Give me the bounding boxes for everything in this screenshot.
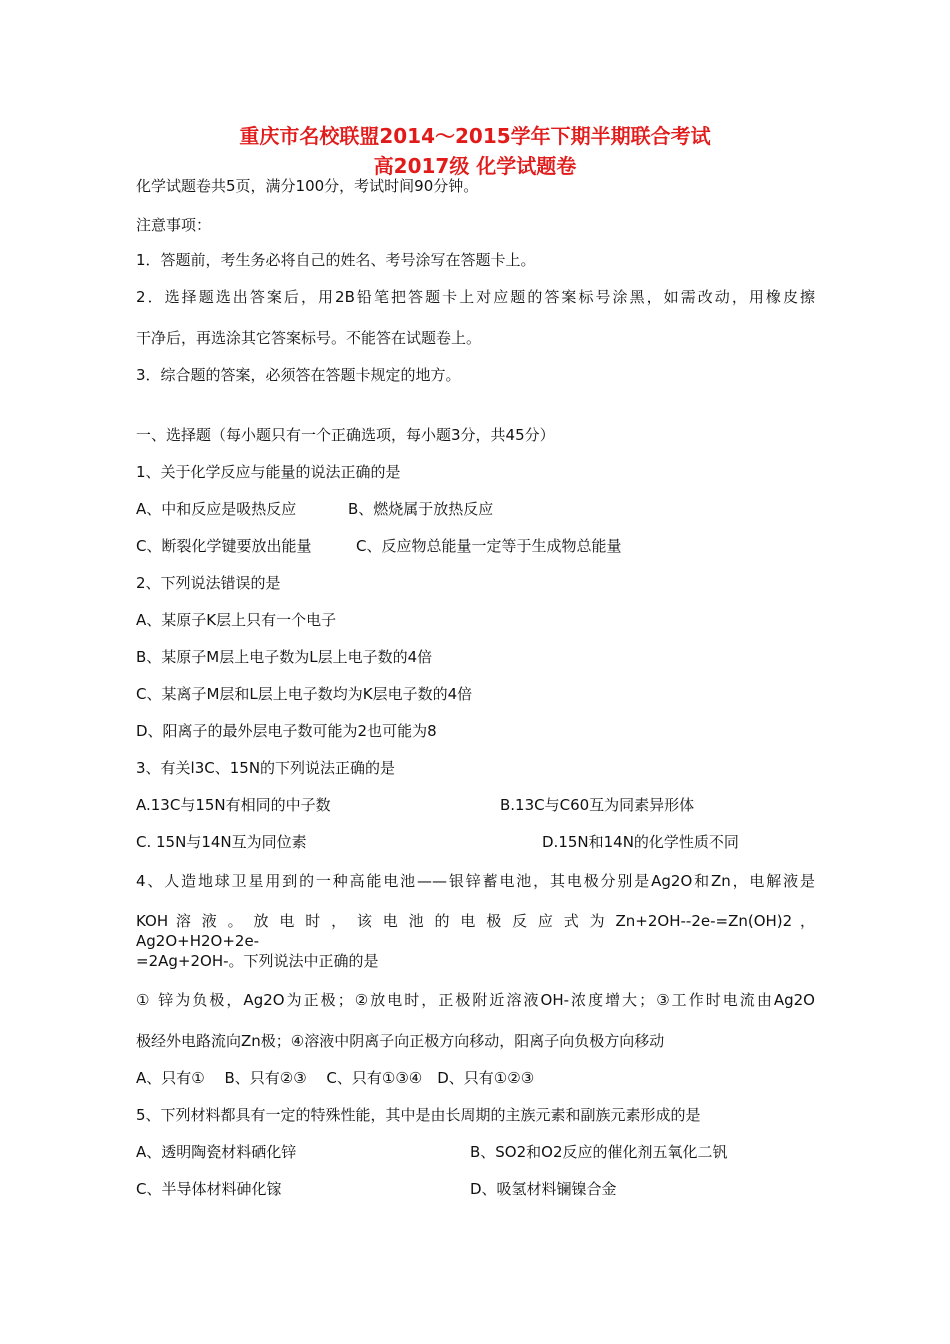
question-4-stem-line-3: =2Ag+2OH-。下列说法中正确的是: [136, 952, 379, 970]
question-4-stem-line-1: 4、人造地球卫星用到的一种高能电池——银锌蓄电池，其电极分别是Ag2O和Zn，电解液是: [136, 872, 815, 890]
notice-item-2-continued: 干净后，再选涂其它答案标号。不能答在试题卷上。: [136, 329, 482, 347]
question-2-stem: 2、下列说法错误的是: [136, 574, 281, 592]
question-4-options: A、只有① B、只有②③ C、只有①③④ D、只有①②③: [136, 1069, 535, 1087]
section-heading: 一、选择题（每小题只有一个正确选项，每小题3分，共45分）: [136, 426, 555, 444]
question-5-option-b: B、SO2和O2反应的催化剂五氧化二钒: [470, 1143, 728, 1161]
question-1-option-b: B、燃烧属于放热反应: [348, 500, 494, 518]
question-3-option-c: C. 15N与14N互为同位素: [136, 833, 307, 851]
notice-heading: 注意事项：: [136, 216, 212, 234]
question-4-stem-line-2: KOH 溶 液 。 放 电 时 ， 该 电 池 的 电 极 反 应 式 为 Zn+2OH--2e-=Zn(OH)2 ， Ag2O+H2O+2e-: [136, 912, 815, 950]
notice-item-3: 3．综合题的答案，必须答在答题卡规定的地方。: [136, 366, 461, 384]
question-1-option-c: C、断裂化学键要放出能量: [136, 537, 312, 555]
question-1-option-d: C、反应物总能量一定等于生成物总能量: [356, 537, 622, 555]
question-3-stem: 3、有关l3C、15N的下列说法正确的是: [136, 759, 396, 777]
question-5-option-c: C、半导体材料砷化镓: [136, 1180, 282, 1198]
notice-item-2: 2．选择题选出答案后，用2B铅笔把答题卡上对应题的答案标号涂黑，如需改动，用橡皮擦: [136, 288, 815, 306]
question-3-option-a: A.13C与15N有相同的中子数: [136, 796, 331, 814]
question-2-option-b: B、某原子M层上电子数为L层上电子数的4倍: [136, 648, 433, 666]
question-1-option-a: A、中和反应是吸热反应: [136, 500, 297, 518]
question-3-option-d: D.15N和14N的化学性质不同: [542, 833, 739, 851]
question-1-stem: 1、关于化学反应与能量的说法正确的是: [136, 463, 401, 481]
question-3-option-b: B.13C与C60互为同素异形体: [500, 796, 695, 814]
exam-subtitle: 高2017级 化学试题卷: [373, 154, 577, 178]
question-4-statements-line-2: 极经外电路流向Zn极；④溶液中阴离子向正极方向移动，阳离子向负极方向移动: [136, 1032, 665, 1050]
question-5-option-a: A、透明陶瓷材料硒化锌: [136, 1143, 297, 1161]
exam-title: 重庆市名校联盟2014～2015学年下期半期联合考试: [239, 124, 711, 148]
question-2-option-a: A、某原子K层上只有一个电子: [136, 611, 337, 629]
question-5-option-d: D、吸氢材料镧镍合金: [470, 1180, 617, 1198]
intro-text: 化学试题卷共5页，满分100分，考试时间90分钟。: [136, 177, 479, 195]
notice-item-1: 1．答题前，考生务必将自己的姓名、考号涂写在答题卡上。: [136, 251, 536, 269]
question-2-option-c: C、某离子M层和L层上电子数均为K层电子数的4倍: [136, 685, 473, 703]
question-5-stem: 5、下列材料都具有一定的特殊性能，其中是由长周期的主族元素和副族元素形成的是: [136, 1106, 701, 1124]
question-4-statements-line-1: ① 锌为负极，Ag2O为正极；②放电时，正极附近溶液OH-浓度增大；③工作时电流由Ag2O: [136, 991, 815, 1009]
question-2-option-d: D、阳离子的最外层电子数可能为2也可能为8: [136, 722, 437, 740]
